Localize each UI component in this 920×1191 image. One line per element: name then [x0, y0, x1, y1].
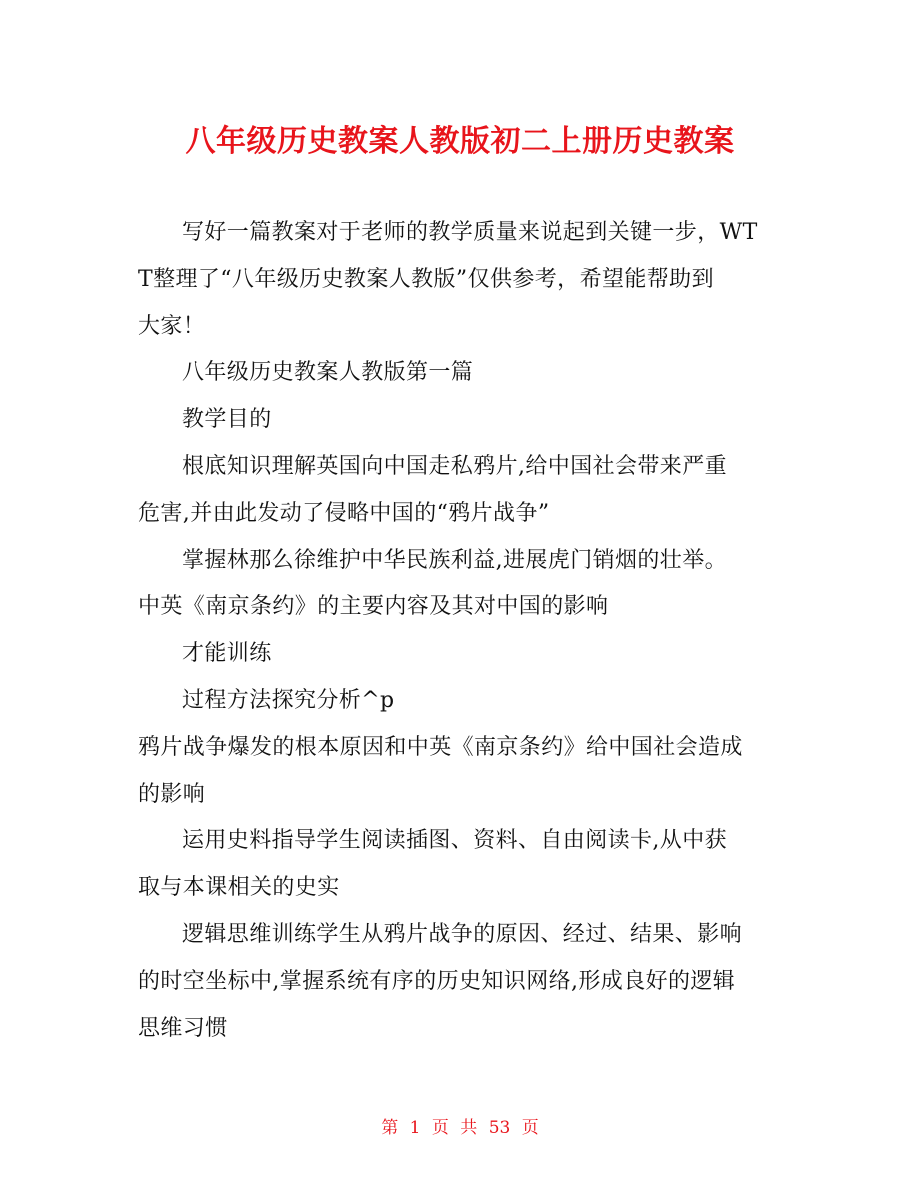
paragraph: [138, 912, 788, 1052]
document-title: 八年级历史教案人教版初二上册历史教案: [185, 124, 735, 159]
text-line: 运用史料指导学生阅读插图、资料、自由阅读卡,从中获: [182, 828, 727, 854]
paragraph: [138, 350, 788, 397]
paragraph: [138, 631, 788, 678]
document-body: [138, 210, 788, 1052]
text-line: 教学目的: [182, 407, 272, 433]
paragraph: [138, 678, 788, 818]
text-line: 的影响: [138, 781, 206, 807]
paragraph: [138, 210, 788, 350]
paragraph: [138, 444, 788, 538]
text-line: 逻辑思维训练学生从鸦片战争的原因、经过、结果、影响: [182, 921, 743, 947]
text-line: 根底知识理解英国向中国走私鸦片,给中国社会带来严重: [182, 453, 727, 479]
paragraph: [138, 818, 788, 912]
text-line: 思维习惯: [138, 1015, 228, 1041]
text-line: 中英《南京条约》的主要内容及其对中国的影响: [138, 594, 609, 620]
paragraph: [138, 538, 788, 632]
text-line: T整理了“八年级历史教案人教版”仅供参考，希望能帮助到: [138, 266, 714, 292]
text-line: 的时空坐标中,掌握系统有序的历史知识网络,形成良好的逻辑: [138, 968, 736, 994]
text-line: 大家！: [138, 313, 206, 339]
page-footer: 第 1 页 共 53 页: [381, 1118, 539, 1138]
paragraph: [138, 397, 788, 444]
text-line: 八年级历史教案人教版第一篇: [182, 360, 474, 386]
text-line: 才能训练: [182, 641, 272, 667]
text-line: 取与本课相关的史实: [138, 875, 340, 901]
text-line: 危害,并由此发动了侵略中国的“鸦片战争”: [138, 500, 550, 526]
text-line: 掌握林那么徐维护中华民族利益,进展虎门销烟的壮举。: [182, 547, 727, 573]
text-line: 写好一篇教案对于老师的教学质量来说起到关键一步，WT: [182, 220, 758, 245]
text-line: 过程方法探究分析^p: [182, 687, 395, 713]
text-line: 鸦片战争爆发的根本原因和中英《南京条约》给中国社会造成: [138, 734, 743, 760]
